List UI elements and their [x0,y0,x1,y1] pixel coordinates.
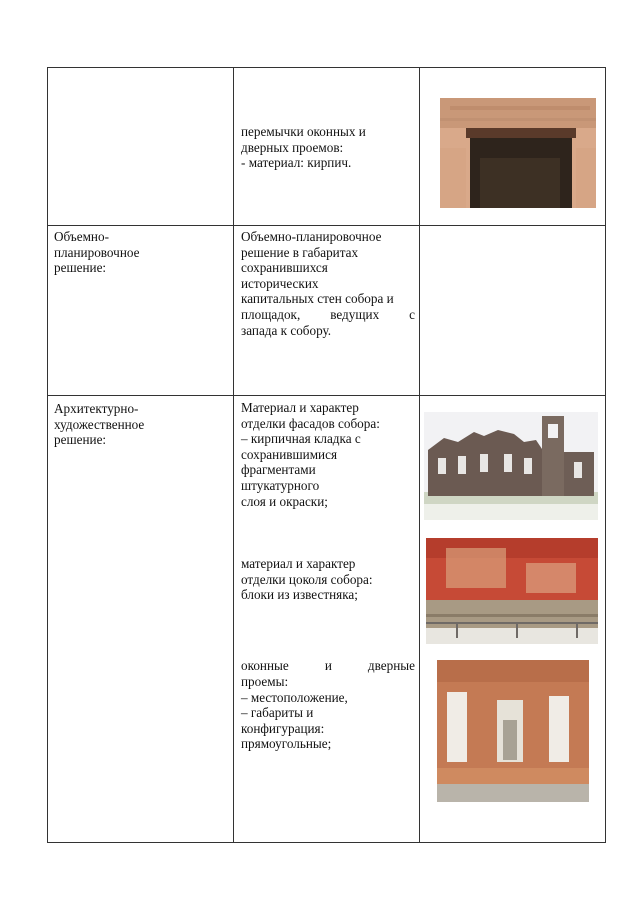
plinth-wall-photo [426,538,598,644]
word: ведущих [330,306,380,322]
row2-line: исторических [241,275,319,291]
row2-line: Объемно-планировочное [241,229,382,244]
plinth-finish-text: материал и характер отделки цоколя собора: блоки из известняка; [241,556,373,603]
row-divider [48,395,605,396]
row2-label: Объемно- планировочное решение: [54,229,140,276]
brick-lintel-photo [440,98,596,208]
word: и [324,658,332,673]
word: дверные [367,658,415,673]
column-divider [419,68,420,842]
row1-description: перемычки оконных и дверных проемов: - материал: кирпич. [241,124,366,171]
facade-finish-text: Материал и характер отделки фасадов собора: – кирпичная кладка с сохранившимися фрагментами штукатурного слоя и окраски; [241,400,380,509]
window-openings-photo [437,660,589,802]
column-divider [233,68,234,842]
cathedral-ruins-photo [424,412,598,520]
row2-line: решение в габаритах [241,244,359,260]
word: оконные [241,658,289,673]
openings-justified-line [241,658,415,674]
word: с [409,306,415,322]
row2-line: сохранившихся [241,260,328,276]
row-divider [48,225,605,226]
word: площадок, [241,306,301,322]
openings-text: проемы: – местоположение, – габариты и конфигурация: прямоугольные; [241,674,348,752]
row3-label: Архитектурно- художественное решение: [54,401,145,448]
row2-justified-line [241,307,415,323]
row2-line: капитальных стен собора и [241,291,394,307]
row2-line: запада к собору. [241,322,332,338]
row2-description [241,229,415,338]
